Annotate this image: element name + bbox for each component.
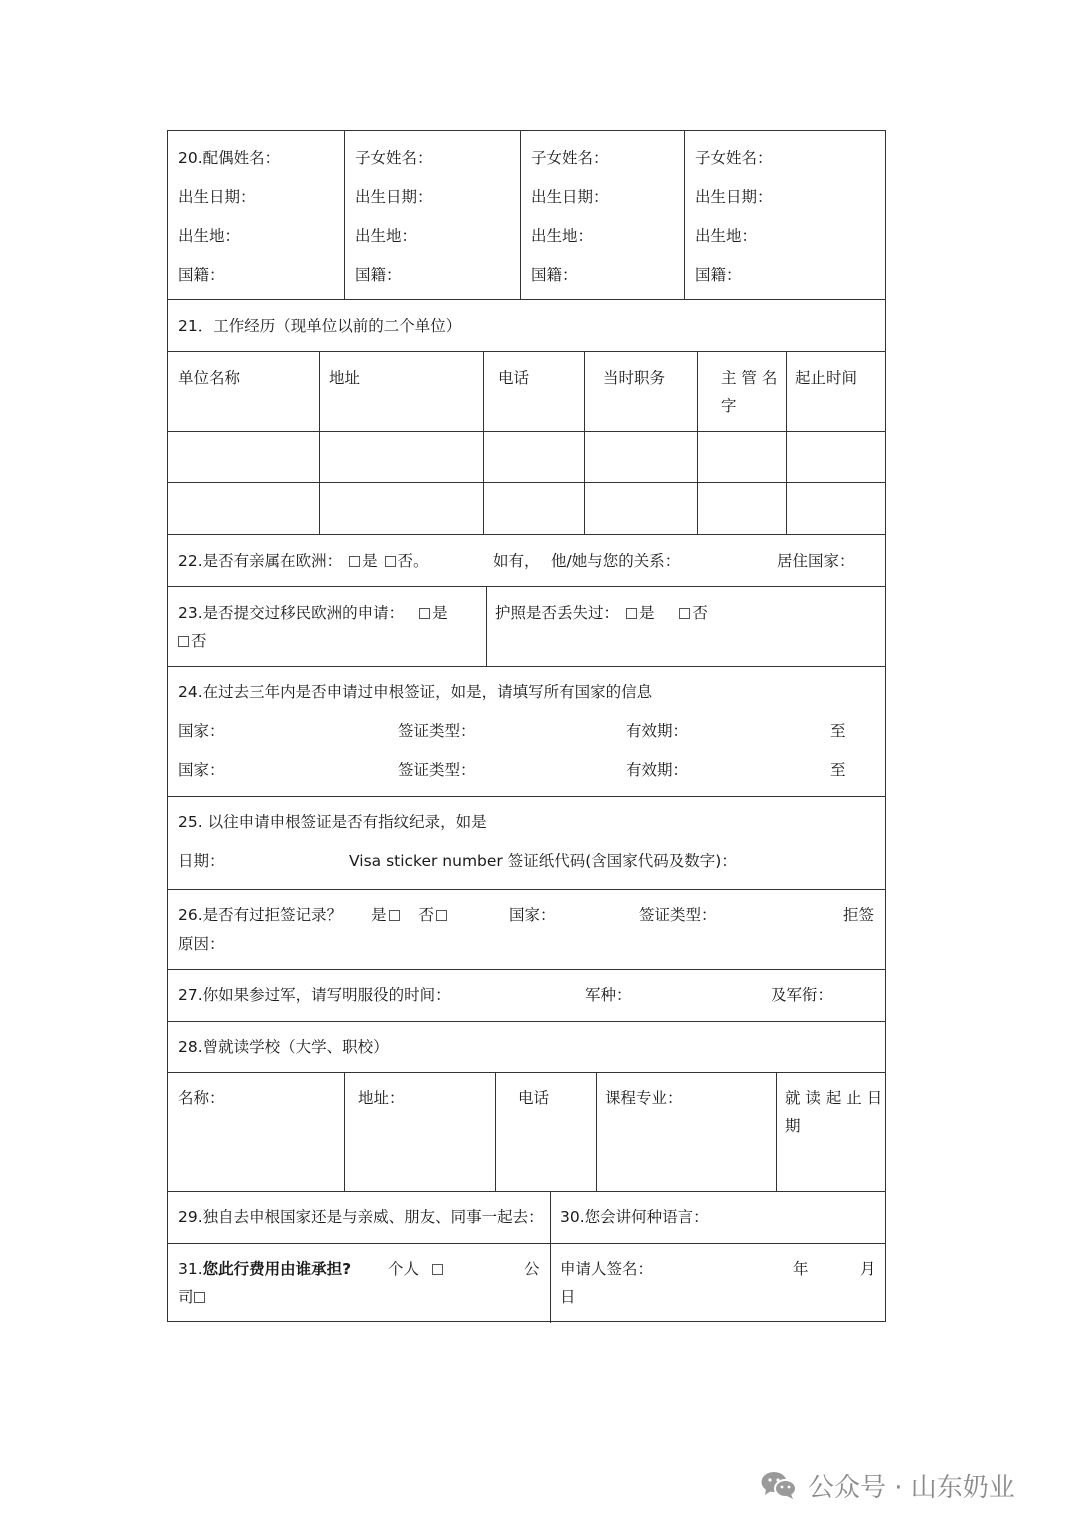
expense-company-label-1: 公 bbox=[524, 1260, 540, 1278]
divider bbox=[520, 131, 521, 299]
spouse-birth-place-label: 出生地： bbox=[178, 227, 241, 245]
refusal-country-label: 国家： bbox=[509, 906, 556, 924]
refusal-question: 26.是否有过拒签记录？ bbox=[178, 906, 343, 924]
divider bbox=[168, 796, 885, 797]
refusal-reason-label-2: 原因： bbox=[178, 935, 225, 953]
child-1-birth-date-label: 出生日期： bbox=[355, 188, 433, 206]
education-title: 28.曾就读学校（大学、职校） bbox=[178, 1038, 389, 1056]
schengen-validity-label-2: 有效期： bbox=[626, 761, 689, 779]
relatives-no-checkbox[interactable] bbox=[385, 556, 396, 567]
refusal-yes-no-row bbox=[371, 905, 449, 925]
divider bbox=[168, 1243, 885, 1244]
immigration-no-row bbox=[178, 631, 207, 651]
passport-lost-no-checkbox[interactable] bbox=[679, 608, 690, 619]
signature-month-label: 月 bbox=[860, 1260, 876, 1278]
application-form-table bbox=[167, 130, 886, 1322]
school-name-label: 名称： bbox=[178, 1089, 225, 1107]
schengen-validity-label-1: 有效期： bbox=[626, 722, 689, 740]
child-3-nationality-label: 国籍： bbox=[695, 266, 742, 284]
signature-year-label: 年 bbox=[793, 1260, 809, 1278]
child-2-birth-date-label: 出生日期： bbox=[531, 188, 609, 206]
relatives-in-europe-row bbox=[178, 551, 429, 571]
refusal-yes-label: 是 bbox=[371, 906, 387, 924]
child-2-name-label: 子女姓名： bbox=[531, 149, 609, 167]
school-dates-label-2: 期 bbox=[785, 1117, 801, 1135]
school-dates-label-1: 就 读 起 止 日 bbox=[785, 1089, 883, 1107]
divider bbox=[684, 131, 685, 299]
spouse-name-label: 20.配偶姓名： bbox=[178, 149, 281, 167]
col-header-phone: 电话 bbox=[498, 369, 530, 387]
divider bbox=[168, 1191, 885, 1192]
military-branch-label: 军种： bbox=[585, 986, 632, 1004]
schengen-history-question: 24.在过去三年内是否申请过申根签证，如是，请填写所有国家的信息 bbox=[178, 683, 653, 701]
col-header-unit-name: 单位名称 bbox=[178, 369, 241, 387]
schengen-country-label-1: 国家： bbox=[178, 722, 225, 740]
expense-question-text: 您此行费用由谁承担? bbox=[202, 1260, 352, 1278]
schengen-to-label-1: 至 bbox=[830, 722, 846, 740]
passport-lost-question: 护照是否丢失过： bbox=[495, 604, 620, 622]
child-1-name-label: 子女姓名： bbox=[355, 149, 433, 167]
immigration-yes-label: 是 bbox=[432, 604, 448, 622]
relatives-if-yes-label: 如有， bbox=[493, 552, 540, 570]
child-1-birth-place-label: 出生地： bbox=[355, 227, 418, 245]
fingerprint-date-label: 日期： bbox=[178, 852, 225, 870]
col-header-address: 地址 bbox=[329, 369, 361, 387]
passport-lost-yes-checkbox[interactable] bbox=[626, 608, 637, 619]
language-question: 30.您会讲何种语言： bbox=[560, 1208, 709, 1226]
passport-lost-yes-label: 是 bbox=[638, 604, 655, 622]
schengen-to-label-2: 至 bbox=[830, 761, 846, 779]
schengen-visa-type-label-2: 签证类型： bbox=[398, 761, 476, 779]
visa-sticker-label: Visa sticker number 签证纸代码(含国家代码及数字)： bbox=[349, 852, 737, 870]
child-2-nationality-label: 国籍： bbox=[531, 266, 578, 284]
expense-company-row bbox=[178, 1287, 207, 1307]
divider bbox=[168, 889, 885, 890]
divider bbox=[168, 1021, 885, 1022]
divider bbox=[344, 131, 345, 299]
expense-personal-row bbox=[388, 1259, 445, 1279]
wechat-icon bbox=[760, 1470, 798, 1500]
watermark bbox=[760, 1465, 1015, 1505]
schengen-visa-type-label-1: 签证类型： bbox=[398, 722, 476, 740]
school-address-label: 地址： bbox=[358, 1089, 405, 1107]
divider bbox=[168, 969, 885, 970]
col-header-supervisor-line2: 字 bbox=[721, 397, 737, 415]
fingerprint-question: 25. 以往申请申根签证是否有指纹纪录，如是 bbox=[178, 813, 487, 831]
expense-personal-checkbox[interactable] bbox=[432, 1264, 443, 1275]
schengen-country-label-2: 国家： bbox=[178, 761, 225, 779]
spouse-nationality-label: 国籍： bbox=[178, 266, 225, 284]
child-1-nationality-label: 国籍： bbox=[355, 266, 402, 284]
divider bbox=[168, 1072, 885, 1073]
child-3-birth-date-label: 出生日期： bbox=[695, 188, 773, 206]
divider bbox=[486, 586, 487, 666]
relatives-relation-label: 他/她与您的关系： bbox=[551, 552, 681, 570]
work-history-row-2[interactable] bbox=[168, 483, 885, 533]
immigration-question: 23.是否提交过移民欧洲的申请： bbox=[178, 604, 405, 622]
divider bbox=[168, 299, 885, 300]
expense-question bbox=[178, 1259, 351, 1279]
work-history-title: 21．工作经历（现单位以前的二个单位） bbox=[178, 317, 462, 335]
expense-company-label-2: 司 bbox=[178, 1288, 194, 1306]
relatives-no-label: 否。 bbox=[397, 552, 429, 570]
military-service-question: 27.你如果参过军，请写明服役的时间： bbox=[178, 986, 451, 1004]
work-history-row-1[interactable] bbox=[168, 432, 885, 482]
military-rank-label: 及军衔： bbox=[771, 986, 834, 1004]
refusal-no-label: 否 bbox=[418, 906, 434, 924]
divider bbox=[168, 666, 885, 667]
child-3-name-label: 子女姓名： bbox=[695, 149, 773, 167]
child-3-birth-place-label: 出生地： bbox=[695, 227, 758, 245]
relatives-yes-label: 是 bbox=[362, 552, 378, 570]
child-2-birth-place-label: 出生地： bbox=[531, 227, 594, 245]
school-major-label: 课程专业： bbox=[605, 1089, 683, 1107]
spouse-birth-date-label: 出生日期： bbox=[178, 188, 256, 206]
expense-personal-label: 个人 bbox=[388, 1260, 420, 1278]
signature-day-label: 日 bbox=[560, 1288, 576, 1306]
refusal-yes-checkbox[interactable] bbox=[389, 910, 400, 921]
divider bbox=[776, 1072, 777, 1191]
immigration-no-checkbox[interactable] bbox=[178, 636, 189, 647]
passport-lost-no-label: 否 bbox=[692, 604, 708, 622]
watermark-text: 公众号 · 山东奶业 bbox=[808, 1472, 1015, 1503]
divider bbox=[168, 534, 885, 535]
immigration-application-row bbox=[178, 603, 448, 623]
immigration-yes-checkbox[interactable] bbox=[419, 608, 430, 619]
relatives-question: 22.是否有亲属在欧洲： bbox=[178, 552, 343, 570]
divider bbox=[344, 1072, 345, 1191]
refusal-visa-type-label: 签证类型： bbox=[639, 906, 717, 924]
passport-lost-row bbox=[495, 603, 708, 623]
travel-companion-question: 29.独自去申根国家还是与亲威、朋友、同事一起去： bbox=[178, 1208, 544, 1226]
expense-company-checkbox[interactable] bbox=[194, 1292, 205, 1303]
divider bbox=[596, 1072, 597, 1191]
expense-question-number: 31. bbox=[178, 1260, 203, 1278]
refusal-reason-label-1: 拒签 bbox=[843, 906, 875, 924]
col-header-dates: 起止时间 bbox=[795, 369, 858, 387]
divider bbox=[168, 351, 885, 352]
divider bbox=[550, 1191, 551, 1323]
refusal-no-checkbox[interactable] bbox=[436, 910, 447, 921]
divider bbox=[495, 1072, 496, 1191]
col-header-supervisor-line1: 主 管 名 bbox=[721, 369, 778, 387]
immigration-no-label: 否 bbox=[191, 632, 207, 650]
col-header-position: 当时职务 bbox=[603, 369, 666, 387]
school-phone-label: 电话 bbox=[518, 1089, 550, 1107]
divider bbox=[168, 586, 885, 587]
relatives-yes-checkbox[interactable] bbox=[349, 556, 360, 567]
relatives-country-label: 居住国家： bbox=[777, 552, 855, 570]
applicant-signature-label: 申请人签名： bbox=[560, 1260, 654, 1278]
